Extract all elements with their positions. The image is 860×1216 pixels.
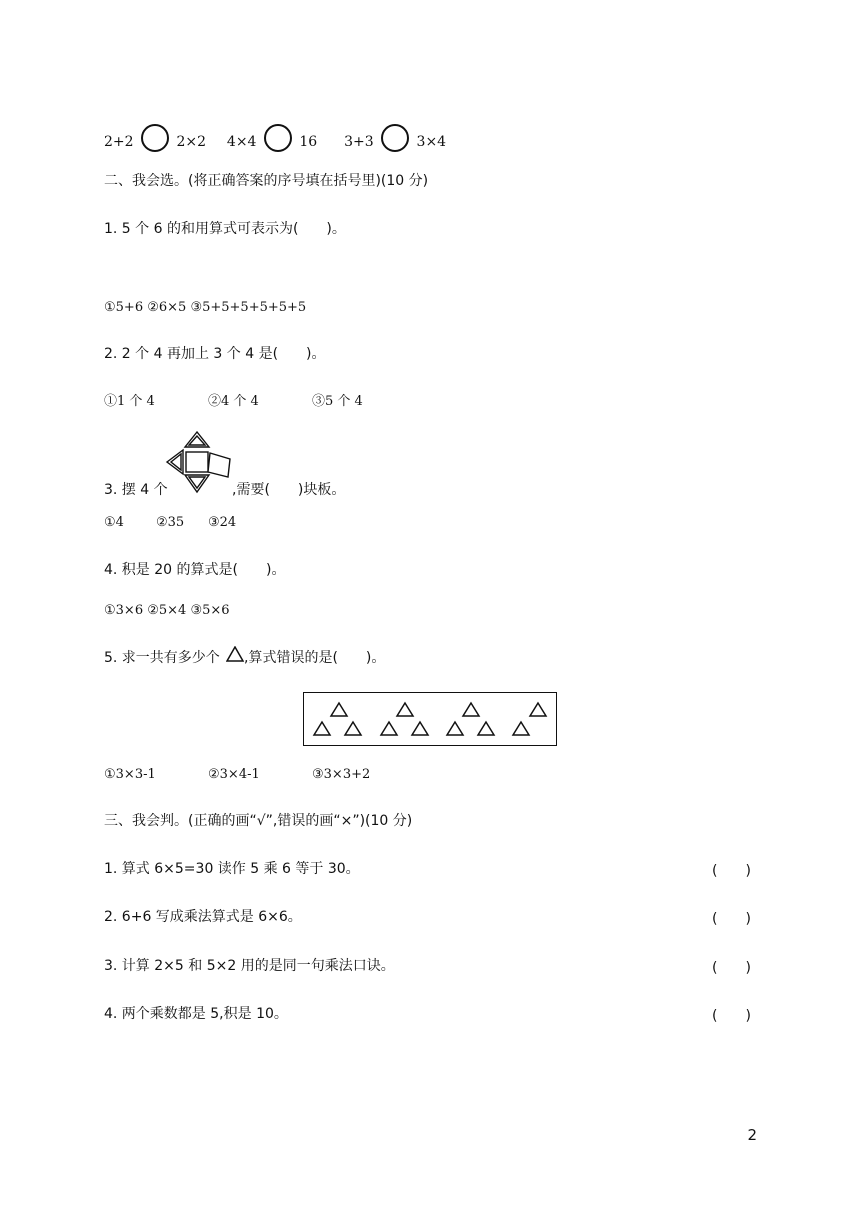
triangle-mark — [381, 722, 397, 735]
tangram-square — [186, 452, 208, 472]
section2-heading: 二、我会选。(将正确答案的序号填在括号里)(10 分) — [104, 173, 429, 189]
triangle-group-box — [303, 692, 557, 746]
compare-left-1: 2+2 — [104, 134, 134, 150]
compare-circle-2[interactable] — [264, 124, 292, 152]
triangle-mark — [478, 722, 494, 735]
compare-right-2: 16 — [299, 134, 318, 150]
judge-item-3: 3. 计算 2×5 和 5×2 用的是同一句乘法口诀。 — [104, 958, 395, 974]
q3-option-1: ①4 — [104, 515, 124, 530]
q5-option-2: ②3×4-1 — [208, 767, 260, 782]
triangle-mark — [463, 703, 479, 716]
tangram-parallelogram — [208, 453, 230, 477]
q4-stem: 4. 积是 20 的算式是( )。 — [104, 562, 286, 578]
triangle-mark — [345, 722, 361, 735]
judge-item-4: 4. 两个乘数都是 5,积是 10。 — [104, 1006, 288, 1022]
triangle-mark — [513, 722, 529, 735]
q2-option-1: ①1 个 4 — [104, 394, 155, 409]
compare-circle-3[interactable] — [381, 124, 409, 152]
q2-option-3: ③5 个 4 — [312, 394, 363, 409]
judge-blank-1[interactable]: ( ) — [712, 863, 751, 879]
judge-item-1: 1. 算式 6×5=30 读作 5 乘 6 等于 30。 — [104, 861, 360, 877]
triangle-mark — [397, 703, 413, 716]
q2-option-2: ②4 个 4 — [208, 394, 259, 409]
triangle-mark — [447, 722, 463, 735]
compare-row — [104, 128, 446, 156]
q5-stem-a: 5. 求一共有多少个 — [104, 650, 220, 666]
q3-stem-a: 3. 摆 4 个 — [104, 482, 168, 498]
q3-option-3: ③24 — [208, 515, 237, 530]
compare-left-3: 3+3 — [344, 134, 374, 150]
compare-circle-1[interactable] — [141, 124, 169, 152]
q3-option-2: ②35 — [156, 515, 185, 530]
q1-stem: 1. 5 个 6 的和用算式可表示为( )。 — [104, 221, 346, 237]
compare-right-3: 3×4 — [416, 134, 447, 150]
section3-heading: 三、我会判。(正确的画“√”,错误的画“×”)(10 分) — [104, 813, 413, 829]
triangle-mark — [331, 703, 347, 716]
q3-stem-b: ,需要( )块板。 — [232, 482, 346, 498]
q1-options: ①5+6 ②6×5 ③5+5+5+5+5+5 — [104, 300, 307, 315]
q5-stem-b: ,算式错误的是( )。 — [244, 650, 386, 666]
q5-option-3: ③3×3+2 — [312, 767, 371, 782]
triangle-icon — [226, 646, 244, 662]
q4-options: ①3×6 ②5×4 ③5×6 — [104, 603, 230, 618]
page-number: 2 — [747, 1126, 757, 1144]
q2-stem: 2. 2 个 4 再加上 3 个 4 是( )。 — [104, 346, 326, 362]
judge-blank-2[interactable]: ( ) — [712, 911, 751, 927]
q5-option-1: ①3×3-1 — [104, 767, 156, 782]
judge-blank-3[interactable]: ( ) — [712, 960, 751, 976]
judge-blank-4[interactable]: ( ) — [712, 1008, 751, 1024]
tangram-figure — [164, 430, 236, 496]
judge-item-2: 2. 6+6 写成乘法算式是 6×6。 — [104, 909, 302, 925]
triangle-mark — [412, 722, 428, 735]
compare-right-1: 2×2 — [176, 134, 206, 150]
triangle-groups — [304, 693, 556, 745]
compare-left-2: 4×4 — [226, 134, 257, 150]
triangle-mark — [530, 703, 546, 716]
triangle-mark — [314, 722, 330, 735]
